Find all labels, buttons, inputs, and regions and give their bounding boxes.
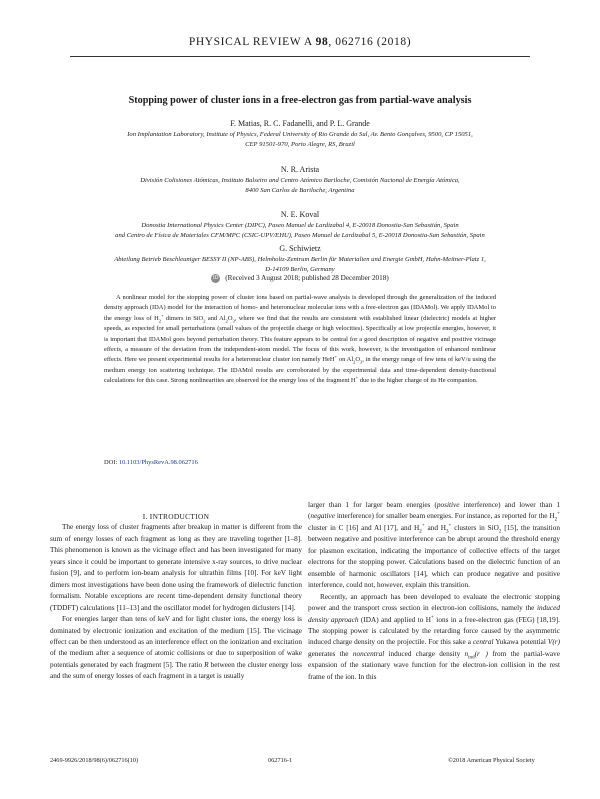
author-group-3: N. E. Koval [280, 210, 320, 219]
journal-header: PHYSICAL REVIEW A 98, 062716 (2018) [188, 36, 412, 48]
author-group-2: N. R. Arista [280, 165, 320, 174]
affiliation-3: Donostia International Physics Center (DIPC), Paseo Manuel de Lardizabal 4, E-20018 Donostia-San Sebastián, Spain and Centro de Física de Materiales CFM/MPC (CSIC-UPV/EHU), Paseo Manuel de Lardizabal 5, E-20018 Donostia-San Sebastián, Spain [115, 222, 485, 240]
author-group-1: F. Matias, R. C. Fadanelli, and P. L. Grande [230, 119, 370, 128]
author-group-4: G. Schiwietz [279, 244, 321, 253]
footer-page: 062716-1 [268, 757, 293, 764]
journal-year: (2018) [376, 36, 412, 48]
article-number: 062716 [335, 36, 374, 48]
footer-copyright: ©2018 American Physical Society [448, 757, 535, 764]
orcid-icon[interactable]: iD [212, 275, 219, 281]
intro-paragraph-1: The energy loss of cluster fragments after breakup in matter is different from the sum of energy losses of each fragment as long as they are traveling together [1–8]. This phenomenon is known as the vicinage effect and has been investigated for many years since it could be important to generate intensive x-ray sources, to drive nuclear fusion [9], and to perform ion-beam analysis for ultrathin films [10]. For keV light dimers most investigations have been done using the framework of dielectric function formalism. Notable exceptions are recent time-dependent density functional theory (TDDFT) calculations [11–13] and the oscillator model for hydrogen diclusters [14]. [50, 523, 302, 612]
section-heading: I. INTRODUCTION [142, 512, 210, 521]
header-rule [70, 56, 530, 57]
intro-paragraph-2: For energies larger than tens of keV and for light cluster ions, the energy loss is dominated by electronic ionization and excitation of the medium [15]. The vicinage effect can be then understood as an interference effect on the ionization and excitation of the medium after a sequence of atomic collisions or due to superposition of wake potentials generated by each fragment [5]. The ratio R between the cluster energy loss and the sum of energy losses of each fragment in a target is usually [50, 615, 302, 681]
affiliation-2: División Colisiones Atómicas, Instituto Balseiro and Centro Atómico Bariloche, Comisión Nacional de Energía Atómica, 8400 San Carlos de Bariloche, Argentina [140, 177, 460, 195]
doi-link[interactable]: 10.1103/PhysRevA.98.062716 [118, 459, 198, 466]
intro-paragraph-3: larger than 1 for larger beam energies (positive interference) and lower than 1 (negative interference) for smaller beam energies. For instance, as reported for the $H_2^+$ cluster in C [16] and Al [17], and $H_2^+$ and $H_3^+$ clusters in SiO$_2$ [15], the transition between negative and positive interference can be abrupt around the threshold energy for plasmon excitation, indicating the importance of collective effects of the target electrons for the stopping power. Calculations based on the dielectric function of an ensemble of harmonic oscillators [14], which can produce negative and positive interference, could not, however, explain this transition. [308, 501, 560, 590]
left-column [50, 511, 302, 683]
right-column [308, 500, 560, 683]
journal-volume: 98 [315, 36, 329, 48]
affiliation-4: Abteilung Betrieb Beschleuniger BESSY II (NP-ABS), Helmholtz-Zentrum Berlin für Materialien und Energie GmbH, Hahn-Meitner-Platz 1, D-14109 Berlin, Germany [114, 256, 486, 274]
paper-title: Stopping power of cluster ions in a free-electron gas from partial-wave analysis [128, 95, 472, 106]
affiliation-1: Ion Implantation Laboratory, Institute of Physics, Federal University of Rio Grande do Sul, Av. Bento Gonçalves, 9500, CP 15051, CEP 91501-970, Porto Alegre, RS, Brazil [127, 131, 473, 149]
abstract: A nonlinear model for the stopping power of cluster ions based on partial-wave analysis is developed through the generalization of the induced density approach (IDA) model for the interaction of homo- and heteronuclear molecular ions with a free-electron gas (IDAMol). We apply IDAMol to the energy loss of $H_2^+$ dimers in SiO$_2$ and $Al_2O_3$, where we find that the results are consistent with established linear (dielectric) models at higher speeds, as expected for small perturbations (small values of the projectile charge or high velocities). Specifically at low projectile energies, however, it is important that IDAMol goes beyond perturbation theory. This feature appears to be central for a good description of negative and positive vicinage effects, a measure of the deviation from the independent-atom model. The focus of this work, however, is the investigation of enhanced nonlinear effects. Here we present experimental results for a heteronuclear cluster ion namely HeH+ on $Al_2O_3$, in the energy range of few tens of keV/u using the medium energy ion scattering technique. The IDAMol results are corroborated by the experimental data and time-dependent density-functional calculations for this case. Strong nonlinearities are observed for the energy loss of the fragment H+ due to the higher charge of its He companion. [104, 294, 497, 385]
doi-line: DOI: 10.1103/PhysRevA.98.062716 [104, 459, 198, 466]
received-date: iD (Received 3 August 2018; published 28 December 2018) [212, 274, 389, 283]
journal-name: PHYSICAL REVIEW A [188, 36, 313, 48]
footer-issn: 2469-9926/2018/98(6)/062716(10) [50, 757, 139, 764]
intro-paragraph-4: Recently, an approach has been developed to evaluate the electronic stopping power and the transport cross section in electron-ion collisions, namely the induced density approach (IDA) and applied to H+ ions in a free-electron gas (FEG) [18,19]. The stopping power is calculated by the retarding force caused by the asymmetric induced charge density on the projectile. For this sake a central Yukawa potential V(r) generates the noncentral induced charge density $n_{ind}(r⃗)$ from the partial-wave expansion of the stationary wave function for the electron-ion collision in the rest frame of the ion. In this [308, 592, 561, 681]
